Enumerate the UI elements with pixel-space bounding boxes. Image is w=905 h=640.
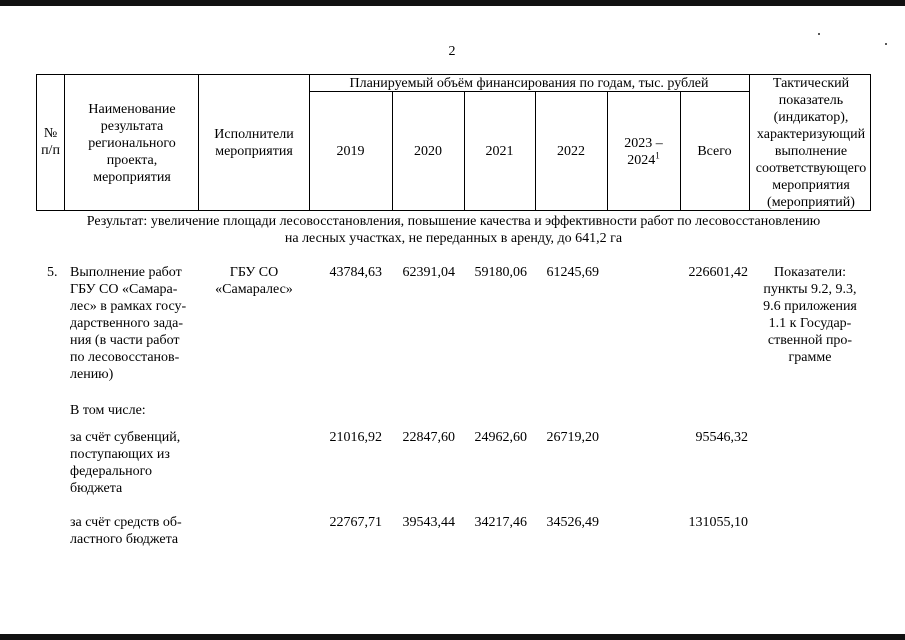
including-label: В том числе:	[70, 403, 146, 418]
scan-speck	[885, 43, 887, 45]
value-2019: 43784,63	[329, 265, 382, 280]
header-financing: Планируемый объём финансирования по годам, тыс. рублей	[349, 76, 709, 91]
row-indicator: Показатели: пункты 9.2, 9.3, 9.6 приложения 1.1 к Государ- ственной про- грамме	[763, 265, 857, 365]
value-2020: 22847,60	[402, 430, 455, 445]
value-2021: 34217,46	[474, 515, 527, 530]
value-2022: 26719,20	[546, 430, 599, 445]
value-2022: 34526,49	[546, 515, 599, 530]
row-number: 5.	[47, 265, 58, 280]
header-executors: Исполнители мероприятия	[214, 127, 294, 159]
value-total: 226601,42	[688, 265, 748, 280]
value-total: 95546,32	[695, 430, 748, 445]
result-line-2: на лесных участках, не переданных в аренду, до 641,2 га	[284, 231, 623, 246]
page-number: 2	[448, 44, 456, 59]
value-2019: 22767,71	[329, 515, 382, 530]
header-total: Всего	[697, 144, 732, 159]
value-2020: 39543,44	[402, 515, 455, 530]
scan-top-border	[0, 0, 905, 6]
header-year-2022: 2022	[557, 144, 585, 159]
header-num: № п/п	[41, 126, 60, 158]
scan-bottom-border	[0, 634, 905, 640]
row-name: за счёт средств об- ластного бюджета	[70, 515, 182, 547]
row-name: Выполнение работ ГБУ СО «Самара- лес» в рамках госу- дарственного зада- ния (в части работ по лесовосстанов- лению)	[70, 265, 187, 382]
value-2021: 59180,06	[474, 265, 527, 280]
value-2020: 62391,04	[402, 265, 455, 280]
result-line-1: Результат: увеличение площади лесовосстановления, повышение качества и эффективности работ по лесовосстановлению	[86, 214, 821, 229]
value-total: 131055,10	[688, 515, 748, 530]
row-executor: ГБУ СО «Самаралес»	[215, 265, 293, 297]
header-year-range: 2023 – 2024$^1$	[624, 136, 663, 168]
header-year-2020: 2020	[414, 144, 442, 159]
footnote-mark: 1	[655, 150, 660, 161]
value-2021: 24962,60	[474, 430, 527, 445]
header-year-2021: 2021	[485, 144, 514, 159]
scan-speck	[818, 33, 820, 35]
header-year-2019: 2019	[336, 144, 365, 159]
value-2019: 21016,92	[329, 430, 382, 445]
row-name: за счёт субвенций, поступающих из федерального бюджета	[70, 430, 181, 496]
header-name: Наименование результата регионального проекта, мероприятия	[88, 102, 176, 185]
value-2022: 61245,69	[546, 265, 599, 280]
header-indicator: Тактический показатель (индикатор), характеризующий выполнение соответствующего мероприятия (мероприятий)	[755, 76, 867, 210]
